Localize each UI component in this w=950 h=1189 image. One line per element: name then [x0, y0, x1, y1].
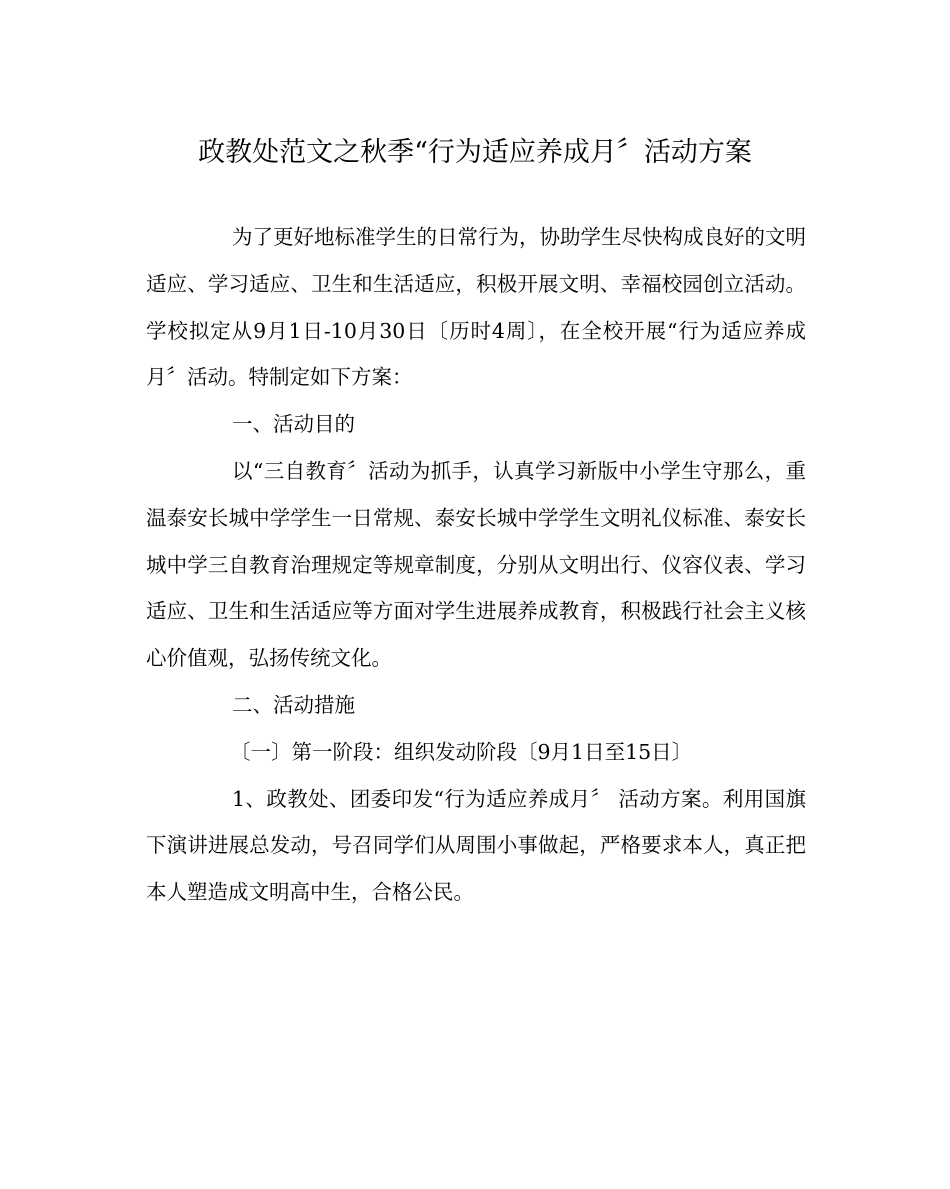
section-heading-purpose: 一、活动目的	[232, 412, 355, 437]
measure-item-1: 1、政教处、团委印发“行为适应养成月〞 活动方案。利用国旗下演讲进展总发动，号召同学们从周围小事做起，严格要求本人，真正把本人塑造成文明高中生，合格公民。	[146, 786, 806, 905]
document-body	[146, 214, 806, 916]
purpose-paragraph: 以“三自教育〞活动为抓手，认真学习新版中小学生守那么，重温泰安长城中学学生一日常规、泰安长城中学学生文明礼仪标准、泰安长城中学三自教育治理规定等规章制度，分别从文明出行、仪容仪表、学习适应、卫生和生活适应等方面对学生进展养成教育，积极践行社会主义核心价值观，弘扬传统文化。	[146, 458, 806, 671]
page-title: 政教处范文之秋季“行为适应养成月〞活动方案	[198, 137, 752, 168]
subsection-heading-stage-one: 〔一〕第一阶段：组织发动阶段〔9月1日至15日〕	[230, 739, 693, 764]
section-heading-measures: 二、活动措施	[232, 692, 355, 717]
intro-paragraph: 为了更好地标准学生的日常行为，协助学生尽快构成良好的文明适应、学习适应、卫生和生活适应，积极开展文明、幸福校园创立活动。学校拟定从9月1日-10月30日〔历时4周〕，在全校开展“行为适应养成月〞活动。特制定如下方案：	[146, 225, 806, 390]
